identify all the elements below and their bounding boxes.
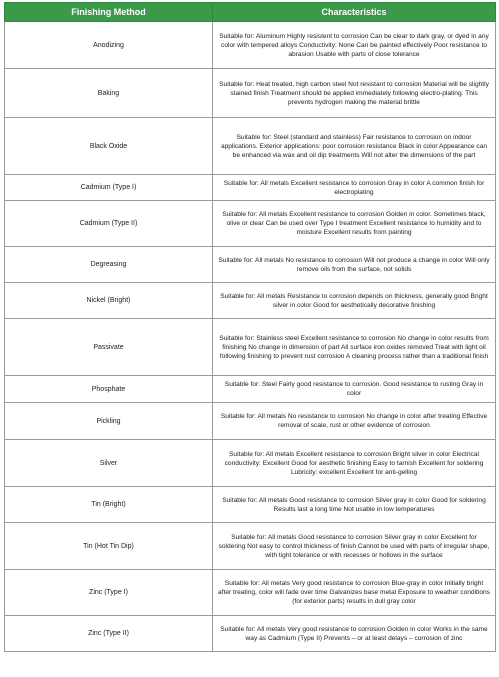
table-row — [5, 247, 496, 283]
method-cell: Tin (Hot Tin Dip) — [5, 523, 213, 570]
characteristics-cell: Suitable for: All metals Resistance to corrosion depends on thickness, generally good Bright silver in color Good for aesthetically decorative finishing — [213, 283, 496, 319]
method-cell: Zinc (Type II) — [5, 616, 213, 652]
method-cell: Passivate — [5, 319, 213, 376]
table-row — [5, 487, 496, 523]
method-cell: Zinc (Type I) — [5, 570, 213, 616]
method-cell: Tin (Bright) — [5, 487, 213, 523]
characteristics-cell: Suitable for: Aluminum Highly resistent to corrosion Can be clear to dark gray, or dyed in any color with tempered alloys Conductivity: None Can be painted effectively Poor resistance to abrasion Usable with parts of close tolerance — [213, 22, 496, 69]
header-characteristics: Characteristics — [213, 3, 496, 22]
finishing-methods-table — [4, 2, 496, 652]
method-cell: Anodizing — [5, 22, 213, 69]
table-row — [5, 616, 496, 652]
header-finishing-method: Finishing Method — [5, 3, 213, 22]
characteristics-cell: Suitable for: Steel Fairly good resistance to corrosion. Good resistance to rusting Gray in color — [213, 376, 496, 403]
table-row — [5, 376, 496, 403]
method-cell: Nickel (Bright) — [5, 283, 213, 319]
table-row — [5, 69, 496, 118]
table-row — [5, 283, 496, 319]
characteristics-cell: Suitable for: Steel (standard and stainless) Fair resistance to corrosion on indoor applications. Exterior applications: poor corrosion resistance Black in color Appearance can be enhanced via wax and oil dip treatments Will not alter the dimensions of the part — [213, 118, 496, 175]
method-cell: Cadmium (Type I) — [5, 175, 213, 201]
table-row — [5, 118, 496, 175]
table-row — [5, 175, 496, 201]
method-cell: Pickling — [5, 403, 213, 440]
method-cell: Baking — [5, 69, 213, 118]
characteristics-cell: Suitable for: All metals Very good resistance to corrosion Blue-gray in color Initially bright after treating, color will fade over time Galvanizes base metal Exposure to weather conditions (for exterior parts) results in dull gray color — [213, 570, 496, 616]
table-row — [5, 319, 496, 376]
characteristics-cell: Suitable for: All metals Excellent resistance to corrosion Golden in color. Sometimes black, olive or clear Can be used over Type I treatment Excellent resistance to humidity and to moisture Excellent results from painting — [213, 201, 496, 247]
table-row — [5, 403, 496, 440]
table-row — [5, 523, 496, 570]
table-row — [5, 201, 496, 247]
characteristics-cell: Suitable for: All metals Good resistance to corrosion Silver gray in color Good for soldering Results last a long time Not usable in low temperatures — [213, 487, 496, 523]
method-cell: Degreasing — [5, 247, 213, 283]
method-cell: Phosphate — [5, 376, 213, 403]
characteristics-cell: Suitable for: All metals Good resistance to corrosion Silver gray in color Excellent for soldering Not easy to control thickness of finish Cannot be used with parts of irregular shape, with tight tolerance or with recesses or hollows in the surface — [213, 523, 496, 570]
characteristics-cell: Suitable for: All metals No resistance to corrosion No change in color after treating Effective removal of scale, rust or other evidence of corrosion — [213, 403, 496, 440]
method-cell: Black Oxide — [5, 118, 213, 175]
characteristics-cell: Suitable for: All metals Excellent resistance to corrosion Gray in color A common finish for electroplating — [213, 175, 496, 201]
characteristics-cell: Suitable for: Heat treated, high carbon steel Not resistant to corrosion Material will be slightly stained finish Treatment should be applied immediately following electro-plating. This prevents hydrogen making the material brittle — [213, 69, 496, 118]
method-cell: Cadmium (Type II) — [5, 201, 213, 247]
characteristics-cell: Suitable for: All metals Excellent resistance to corrosion Bright silver in color Electrical conductivity: Excellent Good for aesthetic finishing Easy to tarnish Excellent for soldering Lubricity: excellent Excellent for anti-gelling — [213, 440, 496, 487]
table-row — [5, 440, 496, 487]
characteristics-cell: Suitable for: All metals Very good resistance to corrosion Golden in color Works in the same way as Cadmium (Type II) Prevents – or at least delays – corrosion of zinc — [213, 616, 496, 652]
table-row — [5, 22, 496, 69]
characteristics-cell: Suitable for: All metals No resistance to corrosion Will not produce a change in color Will only remove oils from the surface, not solids — [213, 247, 496, 283]
table-header-row — [5, 3, 496, 22]
method-cell: Silver — [5, 440, 213, 487]
characteristics-cell: Suitable for: Stainless steel Excellent resistance to corrosion No change in color results from finishing No change in dimension of part All surface iron oxides removed Treat with light oil following finishing to prevent rust corrosion A cleaning process rather than a traditional finish — [213, 319, 496, 376]
table-row — [5, 570, 496, 616]
